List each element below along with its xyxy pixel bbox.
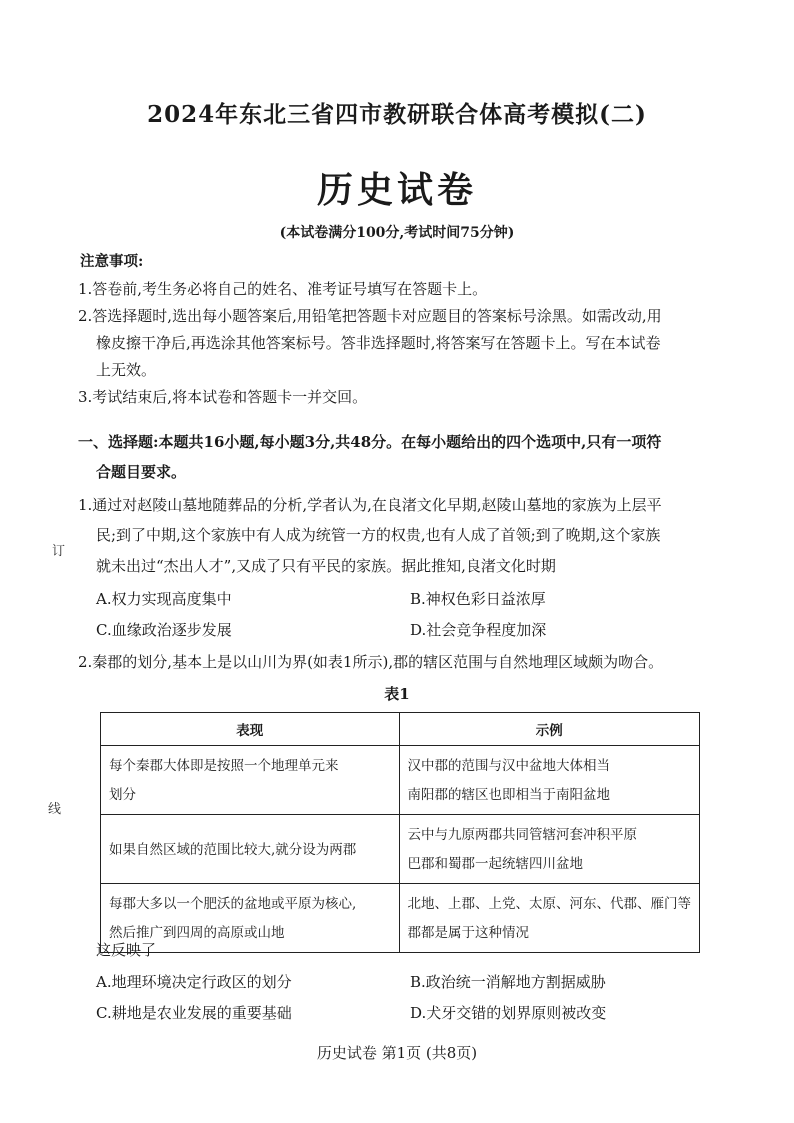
cell-line: 北地、上郡、上党、太原、河东、代郡、雁门等 — [407, 896, 691, 912]
margin-mark-ding: 订 — [52, 544, 66, 559]
table-cell — [399, 746, 700, 815]
q2-after-text: 这反映了 — [96, 941, 157, 959]
table-row — [101, 746, 700, 815]
page-footer: 历史试卷 第1页 (共8页) — [316, 1044, 478, 1062]
table-row — [101, 884, 700, 953]
q2-option-b: B.政治统一消解地方割据威胁 — [410, 973, 606, 991]
q1-option-b: B.神权色彩日益浓厚 — [410, 590, 546, 608]
section-heading-cont: 合题目要求。 — [96, 463, 187, 481]
cell-line: 郡都是属于这种情况 — [407, 925, 529, 941]
table-cell — [101, 746, 400, 815]
margin-mark-xian: 线 — [48, 802, 62, 817]
table-header-row — [101, 713, 700, 746]
q2-option-a: A.地理环境决定行政区的划分 — [96, 973, 292, 991]
cell-line: 南阳郡的辖区也即相当于南阳盆地 — [407, 787, 610, 803]
note-line-4: 上无效。 — [96, 361, 157, 379]
cell-line: 每个秦郡大体即是按照一个地理单元来 — [109, 758, 339, 774]
exam-info: (本试卷满分100分,考试时间75分钟) — [279, 225, 515, 241]
q2-option-c: C.耕地是农业发展的重要基础 — [96, 1004, 292, 1022]
q1-option-c: C.血缘政治逐步发展 — [96, 621, 232, 639]
q1-option-d: D.社会竞争程度加深 — [410, 621, 547, 639]
table-header-cell: 示例 — [399, 713, 700, 746]
table-cell — [399, 815, 700, 884]
table-row — [101, 815, 700, 884]
table-cell — [101, 815, 400, 884]
q1-option-a: A.权力实现高度集中 — [96, 590, 232, 608]
table-caption: 表1 — [384, 685, 410, 703]
cell-line: 每郡大多以一个肥沃的盆地或平原为核心, — [109, 896, 357, 912]
notes-heading: 注意事项: — [80, 253, 144, 270]
q1-stem-line-2: 民;到了中期,这个家族中有人成为统管一方的权贵,也有人成了首领;到了晚期,这个家族 — [96, 526, 661, 544]
cell-line: 云中与九原两郡共同管辖河套冲积平原 — [407, 827, 637, 843]
cell-line: 巴郡和蜀郡一起统辖四川盆地 — [407, 856, 583, 872]
note-line-1: 1.答卷前,考生务必将自己的姓名、准考证号填写在答题卡上。 — [78, 280, 488, 298]
data-table — [100, 712, 700, 953]
cell-line: 划分 — [109, 787, 136, 803]
cell-line: 然后推广到四周的高原或山地 — [109, 925, 285, 941]
q2-option-d: D.犬牙交错的划界原则被改变 — [410, 1004, 607, 1022]
note-line-5: 3.考试结束后,将本试卷和答题卡一并交回。 — [78, 388, 368, 406]
section-heading: 一、选择题:本题共16小题,每小题3分,共48分。在每小题给出的四个选项中,只有一项符 — [78, 433, 662, 451]
note-line-2: 2.答选择题时,选出每小题答案后,用铅笔把答题卡对应题目的答案标号涂黑。如需改动,用 — [78, 307, 662, 325]
note-line-3: 橡皮擦干净后,再选涂其他答案标号。答非选择题时,将答案写在答题卡上。写在本试卷 — [96, 334, 661, 352]
cell-line: 汉中郡的范围与汉中盆地大体相当 — [407, 758, 610, 774]
q1-stem-line-1: 1.通过对赵陵山墓地随葬品的分析,学者认为,在良渚文化早期,赵陵山墓地的家族为上层平 — [78, 496, 662, 514]
table-header-cell: 表现 — [101, 713, 400, 746]
q1-stem-line-3: 就未出过“杰出人才”,又成了只有平民的家族。据此推知,良渚文化时期 — [96, 557, 556, 575]
table-cell — [399, 884, 700, 953]
subject-title: 历史试卷 — [316, 169, 477, 211]
cell-line: 如果自然区域的范围比较大,就分设为两郡 — [109, 841, 357, 858]
q2-stem: 2.秦郡的划分,基本上是以山川为界(如表1所示),郡的辖区范围与自然地理区域颇为吻合。 — [78, 653, 664, 671]
exam-title: 2024年东北三省四市教研联合体高考模拟(二) — [147, 101, 647, 128]
